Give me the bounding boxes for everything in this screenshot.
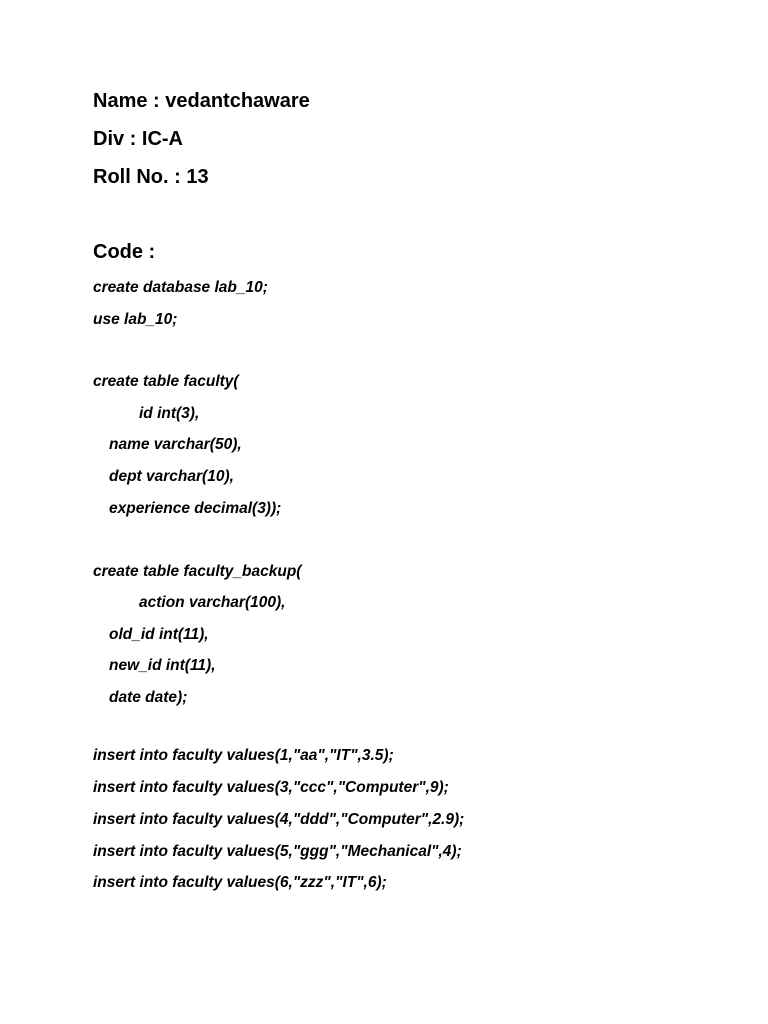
code-line: action varchar(100), — [139, 594, 286, 611]
code-line: insert into faculty values(1,"aa","IT",3.5); — [93, 747, 394, 764]
student-roll-number: Roll No. : 13 — [93, 166, 209, 188]
code-line: dept varchar(10), — [109, 468, 234, 485]
code-line: date date); — [109, 689, 188, 706]
code-line: create database lab_10; — [93, 279, 268, 296]
student-division: Div : IC-A — [93, 128, 183, 150]
code-line: create table faculty_backup( — [93, 563, 302, 580]
student-name: Name : vedantchaware — [93, 90, 310, 112]
code-line: insert into faculty values(4,"ddd","Computer",2.9); — [93, 811, 465, 828]
code-line: new_id int(11), — [109, 657, 216, 674]
code-line: insert into faculty values(3,"ccc","Computer",9); — [93, 779, 449, 796]
code-line: name varchar(50), — [109, 436, 242, 453]
code-line: insert into faculty values(6,"zzz","IT",6); — [93, 874, 387, 891]
code-line: insert into faculty values(5,"ggg","Mechanical",4); — [93, 843, 462, 860]
code-line: create table faculty( — [93, 373, 239, 390]
code-heading: Code : — [93, 241, 156, 263]
code-line: experience decimal(3)); — [109, 500, 282, 517]
code-line: old_id int(11), — [109, 626, 209, 643]
code-line: id int(3), — [139, 405, 200, 422]
code-line: use lab_10; — [93, 311, 178, 328]
